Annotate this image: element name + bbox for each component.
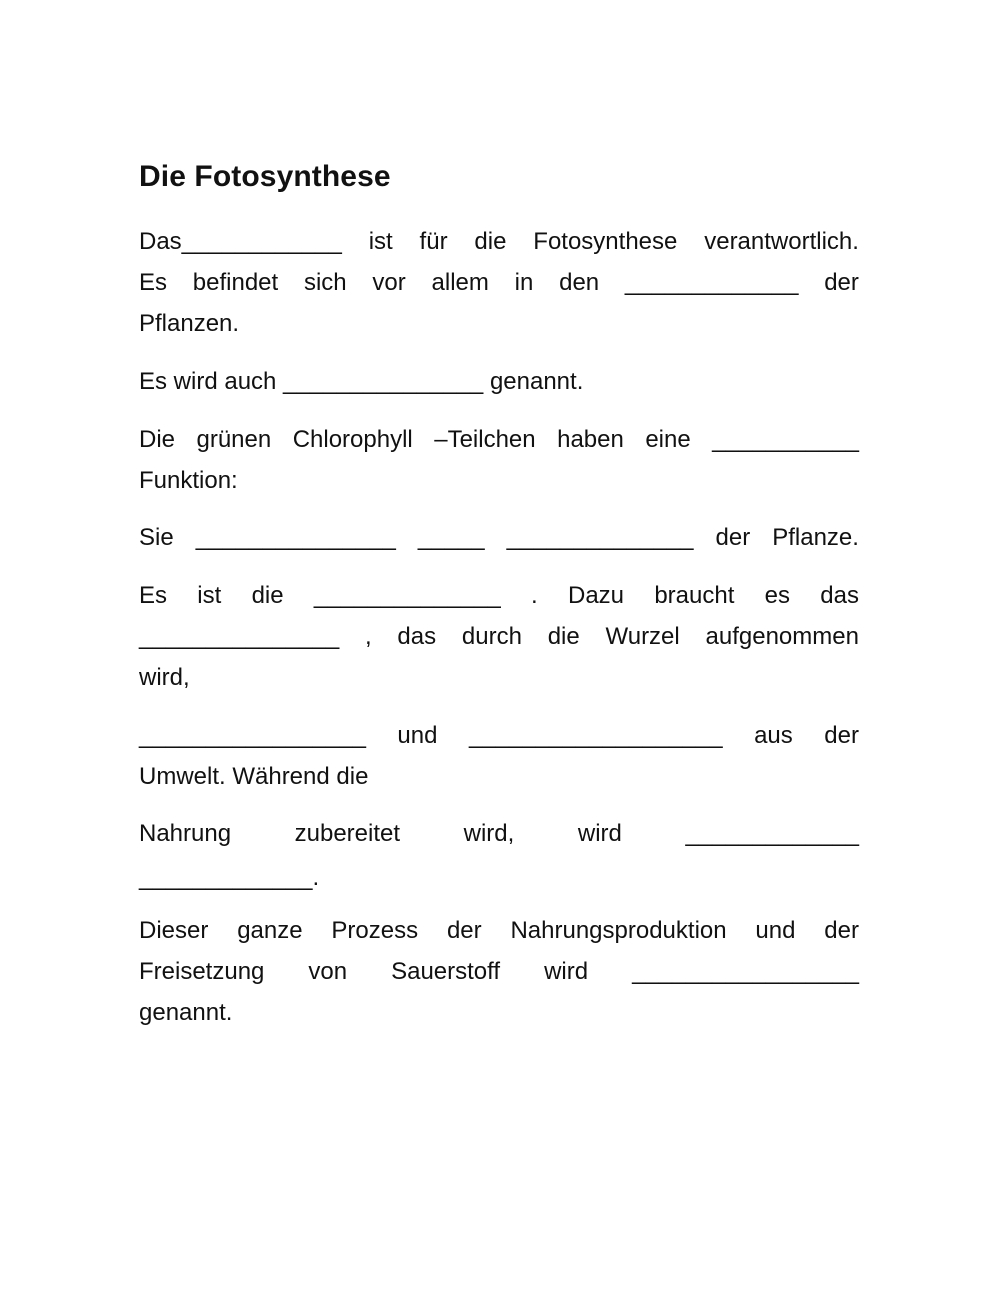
word: Dieser [139, 917, 209, 944]
word: Nahrung [139, 820, 232, 847]
word: befindet [192, 269, 279, 296]
text-line-1 [139, 222, 859, 262]
word: braucht [654, 582, 735, 609]
word: ist [368, 228, 393, 255]
word: haben [557, 426, 624, 453]
word: ganze [237, 917, 303, 944]
word: wird [544, 958, 589, 985]
word: Chlorophyll [292, 426, 413, 453]
text-line-11 [139, 716, 859, 756]
word: sich [303, 269, 347, 296]
word: die [474, 228, 507, 255]
word: es [764, 582, 791, 609]
word: ______________ [506, 524, 694, 551]
word: von [308, 958, 348, 985]
word: Pflanze. [772, 524, 859, 551]
word: und [755, 917, 796, 944]
word: vor [372, 269, 406, 296]
word: , [364, 623, 372, 650]
word: eine [645, 426, 691, 453]
word: ___________ [712, 426, 859, 453]
text-line-2 [139, 263, 859, 303]
word: den [559, 269, 600, 296]
word: _____________ [685, 820, 859, 847]
word: ist [197, 582, 222, 609]
text-line-8 [139, 576, 859, 616]
word: in [514, 269, 534, 296]
word: Wurzel [605, 623, 680, 650]
text-line-4: Es wird auch _______________ genannt. [139, 368, 584, 395]
word: _______________ [139, 623, 340, 650]
text-line-9 [139, 617, 859, 657]
word: Nahrungsproduktion [510, 917, 727, 944]
word: ______________ [313, 582, 501, 609]
word: Sauerstoff [391, 958, 501, 985]
text-line-17: genannt. [139, 999, 233, 1026]
word: Freisetzung [139, 958, 265, 985]
word: der [824, 917, 859, 944]
word: Das____________ [139, 228, 342, 255]
word: Prozess [331, 917, 419, 944]
word: Dazu [568, 582, 625, 609]
word: der [824, 722, 859, 749]
word: Sie [139, 524, 174, 551]
text-line-13 [139, 814, 859, 854]
word: wird, [463, 820, 515, 847]
text-line-16 [139, 952, 859, 992]
word: Fotosynthese [533, 228, 678, 255]
word: Die [139, 426, 176, 453]
word: die [251, 582, 284, 609]
word: wird [577, 820, 622, 847]
text-line-5 [139, 420, 859, 460]
word: aufgenommen [705, 623, 859, 650]
word: aus [754, 722, 793, 749]
word: Es [139, 582, 168, 609]
word: _______________ [195, 524, 396, 551]
word: . [531, 582, 538, 609]
word: –Teilchen [434, 426, 536, 453]
word: durch [461, 623, 522, 650]
word: _____ [417, 524, 485, 551]
word: für [419, 228, 448, 255]
word: Es [139, 269, 168, 296]
word: _________________ [139, 722, 366, 749]
word: der [715, 524, 751, 551]
word: der [446, 917, 482, 944]
word: grünen [196, 426, 272, 453]
text-line-3: Pflanzen. [139, 310, 240, 337]
word: _____________ [624, 269, 799, 296]
word: der [824, 269, 859, 296]
word: ___________________ [468, 722, 723, 749]
word: das [820, 582, 859, 609]
word: verantwortlich. [704, 228, 859, 255]
word: die [547, 623, 580, 650]
text-line-7 [139, 518, 859, 558]
text-line-12: Umwelt. Während die [139, 763, 369, 790]
text-line-10: wird, [139, 664, 190, 691]
text-line-14: _____________. [139, 864, 320, 891]
word: zubereitet [294, 820, 401, 847]
word: das [397, 623, 437, 650]
worksheet-title: Die Fotosynthese [139, 160, 391, 193]
word: allem [431, 269, 489, 296]
word: und [397, 722, 438, 749]
text-line-6: Funktion: [139, 467, 238, 494]
word: _________________ [632, 958, 859, 985]
text-line-15 [139, 911, 859, 951]
